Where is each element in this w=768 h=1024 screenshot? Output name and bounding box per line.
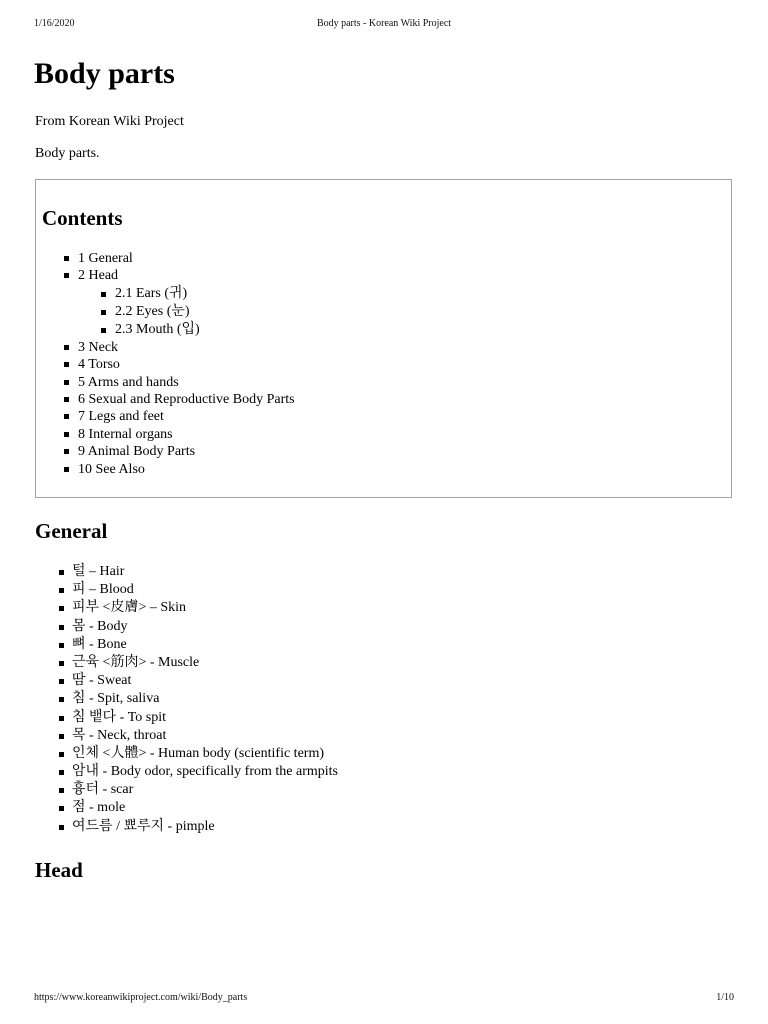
list-item: 근육 <筋肉> - Muscle [0, 654, 768, 672]
list-item: 침 뱉다 - To spit [0, 709, 768, 727]
toc-link[interactable]: 3 Neck [36, 339, 731, 356]
toc-title: Contents [42, 206, 123, 230]
toc-link[interactable]: 2 Head [36, 267, 731, 284]
toc-link[interactable]: 2.2 Eyes (눈) [36, 303, 731, 321]
table-of-contents [35, 179, 732, 498]
page-source-line: From Korean Wiki Project [35, 114, 184, 129]
print-date: 1/16/2020 [34, 18, 75, 29]
list-item: 인체 <人體> - Human body (scientific term) [0, 745, 768, 763]
toc-list [36, 250, 731, 478]
page-title: Body parts [34, 57, 175, 90]
toc-link[interactable]: 9 Animal Body Parts [36, 443, 731, 460]
list-item: 피부 <皮膚> – Skin [0, 599, 768, 617]
print-page-number: 1/10 [716, 992, 734, 1003]
page-intro: Body parts. [35, 146, 100, 161]
list-item: 피 – Blood [0, 581, 768, 599]
toc-link[interactable]: 10 See Also [36, 461, 731, 478]
list-item: 흉터 - scar [0, 781, 768, 799]
print-header [34, 18, 734, 29]
toc-link[interactable]: 5 Arms and hands [36, 374, 731, 391]
list-item: 침 - Spit, saliva [0, 690, 768, 708]
list-item: 점 - mole [0, 799, 768, 817]
print-title: Body parts - Korean Wiki Project [316, 18, 452, 29]
list-item: 땀 - Sweat [0, 672, 768, 690]
toc-link[interactable]: 6 Sexual and Reproductive Body Parts [36, 391, 731, 408]
general-list [0, 563, 768, 836]
toc-link[interactable]: 8 Internal organs [36, 426, 731, 443]
print-url: https://www.koreanwikiproject.com/wiki/Body_parts [34, 992, 248, 1003]
list-item: 몸 - Body [0, 618, 768, 636]
list-item: 털 – Hair [0, 563, 768, 581]
list-item: 목 - Neck, throat [0, 727, 768, 745]
toc-link[interactable]: 4 Torso [36, 356, 731, 373]
list-item: 여드름 / 뾰루지 - pimple [0, 818, 768, 836]
toc-link[interactable]: 7 Legs and feet [36, 408, 731, 425]
section-heading-general: General [35, 519, 108, 543]
list-item: 암내 - Body odor, specifically from the armpits [0, 763, 768, 781]
toc-link[interactable]: 2.3 Mouth (입) [36, 321, 731, 339]
toc-link[interactable]: 1 General [36, 250, 731, 267]
toc-link[interactable]: 2.1 Ears (귀) [36, 285, 731, 303]
list-item: 뼈 - Bone [0, 636, 768, 654]
section-heading-head: Head [35, 858, 83, 882]
print-footer [34, 992, 734, 1003]
